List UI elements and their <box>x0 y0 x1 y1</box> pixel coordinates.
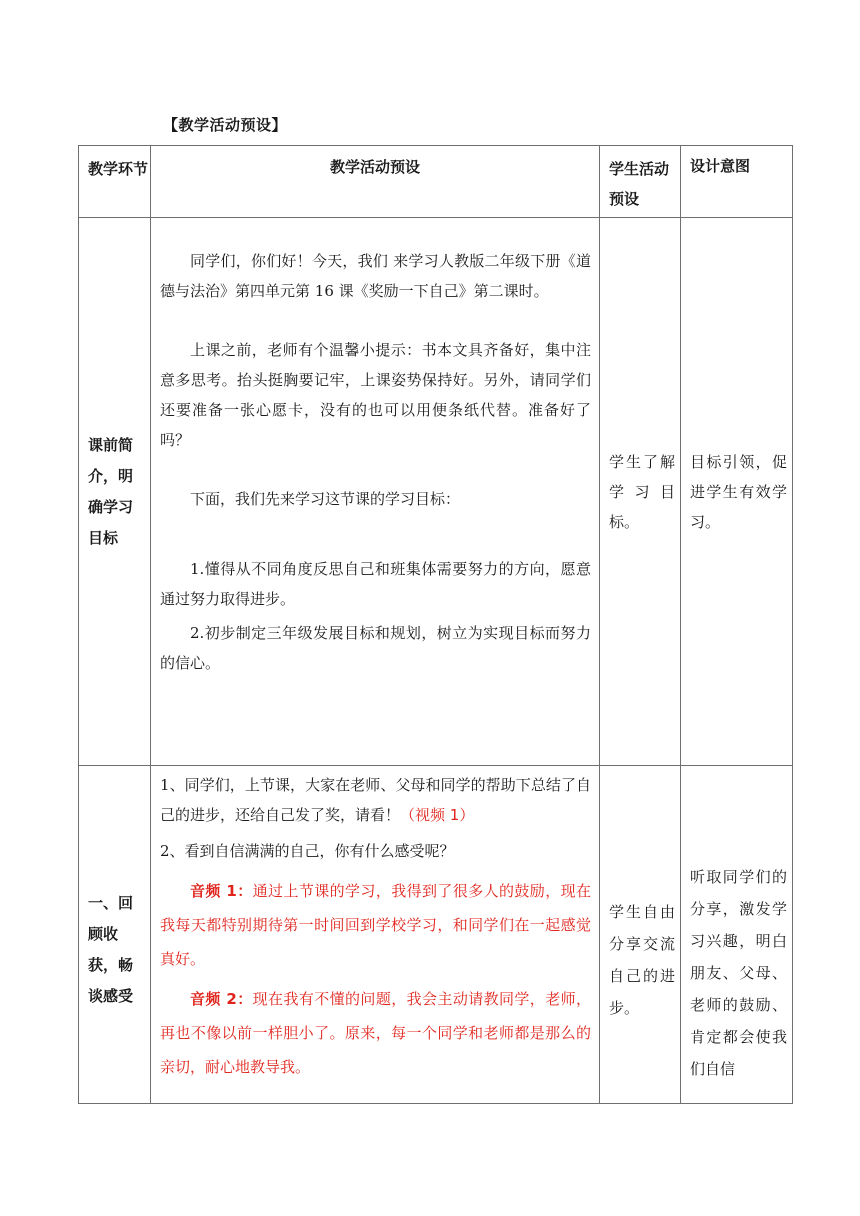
goal-item: 2.初步制定三年级发展目标和规划，树立为实现目标而努力的信心。 <box>160 624 591 672</box>
design-intent-cell: 目标引领，促进学生有效学习。 <box>681 218 793 766</box>
header-stage: 教学环节 <box>79 146 151 218</box>
audio-label: 音频 2： <box>190 990 253 1008</box>
student-activity-cell: 学生了解学习目标。 <box>600 218 681 766</box>
table-row <box>79 218 793 766</box>
paragraph: 上课之前，老师有个温馨小提示：书本文具齐备好，集中注意多思考。抬头挺胸要记牢，上课姿势保持好。另外，请同学们还要准备一张心愿卡，没有的也可以用便条纸代替。准备好了吗？ <box>160 341 591 449</box>
paragraph: 下面，我们先来学习这节课的学习目标： <box>190 490 461 508</box>
section-title: 【教学活动预设】 <box>163 116 288 134</box>
lesson-plan-table <box>78 145 793 1104</box>
question-text: 1、同学们，上节课，大家在老师、父母和同学的帮助下总结了自己的进步，还给自己发了奖，请看！ <box>160 776 591 824</box>
activity-cell <box>151 766 600 1104</box>
table-header-row <box>79 146 793 218</box>
video-label: （视频 1） <box>400 806 475 824</box>
audio-text: 通过上节课的学习，我得到了很多人的鼓励，现在我每天都特别期待第一时间回到学校学习，和同学们在一起感觉真好。 <box>160 882 591 968</box>
design-intent-cell: 听取同学们的分享，激发学习兴趣，明白朋友、父母、老师的鼓励、肯定都会使我们自信 <box>681 766 793 1104</box>
header-student: 学生活动预设 <box>600 146 681 218</box>
audio-quote <box>160 874 591 976</box>
table-row <box>79 766 793 1104</box>
stage-cell: 一、回顾收获，畅谈感受 <box>79 766 151 1104</box>
audio-label: 音频 1： <box>190 882 253 900</box>
stage-cell: 课前简介，明确学习目标 <box>79 218 151 766</box>
goal-item: 1.懂得从不同角度反思自己和班集体需要努力的方向，愿意通过努力取得进步。 <box>160 560 591 608</box>
question-item: 2、看到自信满满的自己，你有什么感受呢？ <box>160 842 455 860</box>
audio-text: 现在我有不懂的问题，我会主动请教同学，老师，再也不像以前一样胆小了。原来，每一个同学和老师都是那么的亲切，耐心地教导我。 <box>160 990 591 1076</box>
student-activity-cell: 学生自由分享交流自己的进步。 <box>600 766 681 1104</box>
header-activity: 教学活动预设 <box>151 146 600 218</box>
header-intent: 设计意图 <box>681 146 793 218</box>
audio-quote <box>160 982 591 1084</box>
activity-cell <box>151 218 600 766</box>
question-item <box>160 770 591 830</box>
paragraph: 同学们，你们好！今天，我们 来学习人教版二年级下册《道德与法治》第四单元第 16 课《奖励一下自己》第二课时。 <box>160 252 591 300</box>
